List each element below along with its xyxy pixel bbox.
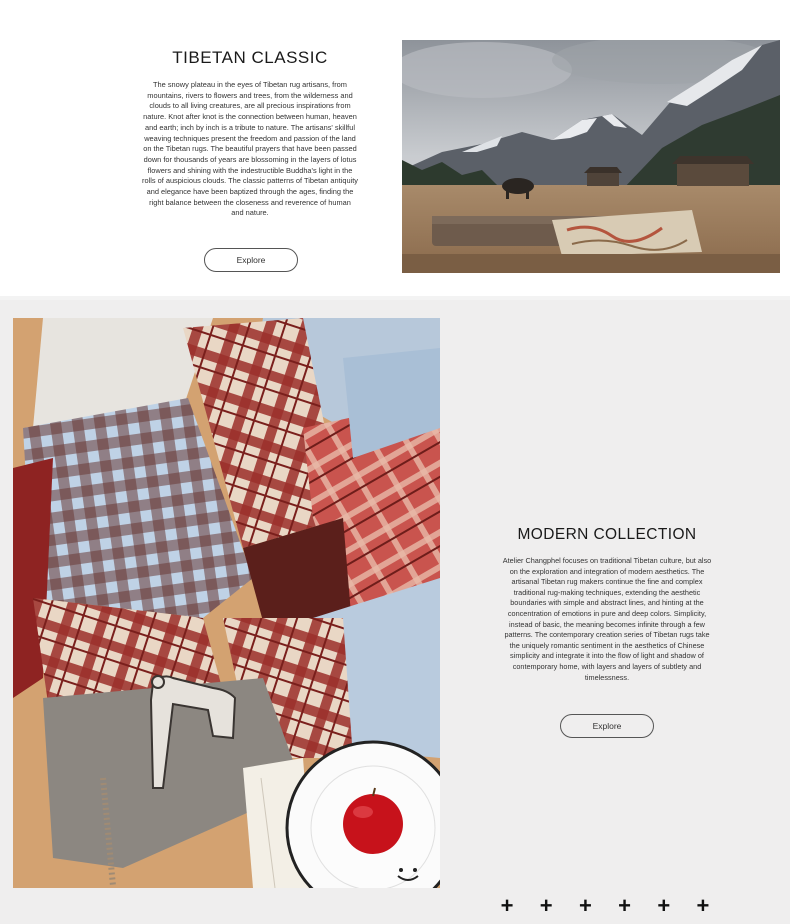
mountain-landscape-photo (402, 40, 780, 273)
decorative-plus-row (500, 894, 710, 918)
plus-icon: + (618, 893, 631, 918)
plus-icon: + (578, 893, 592, 918)
classic-description: The snowy plateau in the eyes of Tibetan rug artisans, from mountains, rivers to flowers and trees, from the wilderness and clouds to all living creatures, are all precious inspirations from nature. Knot after knot is the connection between human, heaven and earth; inch by inch is a tribute to nature. The artisans' skillful weaving techniques present the freedom and passion of the land on the Tibetan rugs. The beautiful prayers that have been passed down for thousands of years are blossoming in the layers of lotus flowers and shining with the indestructible Buddha's light in the rolls of auspicious clouds. The classic patterns of Tibetan antiquity and elegance have been baptized through the ages, finding the right balance between the closeness and reverence of human and nature. (142, 80, 358, 218)
plaid-blanket-illustration (13, 318, 440, 888)
plus-icon: + (500, 893, 514, 918)
classic-explore-button[interactable]: Explore (204, 248, 298, 272)
classic-title: TIBETAN CLASSIC (172, 48, 328, 67)
mountain-landscape-illustration (402, 40, 780, 273)
plus-icon: + (539, 893, 553, 918)
plaid-blanket-photo (13, 318, 440, 888)
plus-icon: + (696, 893, 710, 918)
modern-description: Atelier Changphel focuses on traditional Tibetan culture, but also on the exploration and integration of modern aesthetics. The artisanal Tibetan rug makers continue the fine and complex traditional rug-making techniques, extending the aesthetic boundaries with simple and abstract lines, and hinting at the concentration of emotions in pure and deep colors. Simplicity, instead of basic, the meaning becomes infinite through a few patterns. The contemporary creation series of Tibetan rugs take the uniquely romantic sentiment in the aesthetics of Chinese simplicity and integrate it into the flow of light and shadow of contemporary home, with layers and layers of subtlety and timelessness. (502, 556, 712, 682)
modern-title: MODERN COLLECTION (517, 526, 697, 543)
plus-icon: + (657, 893, 671, 918)
tibetan-classic-section (0, 0, 790, 300)
modern-explore-button[interactable]: Explore (560, 714, 654, 738)
